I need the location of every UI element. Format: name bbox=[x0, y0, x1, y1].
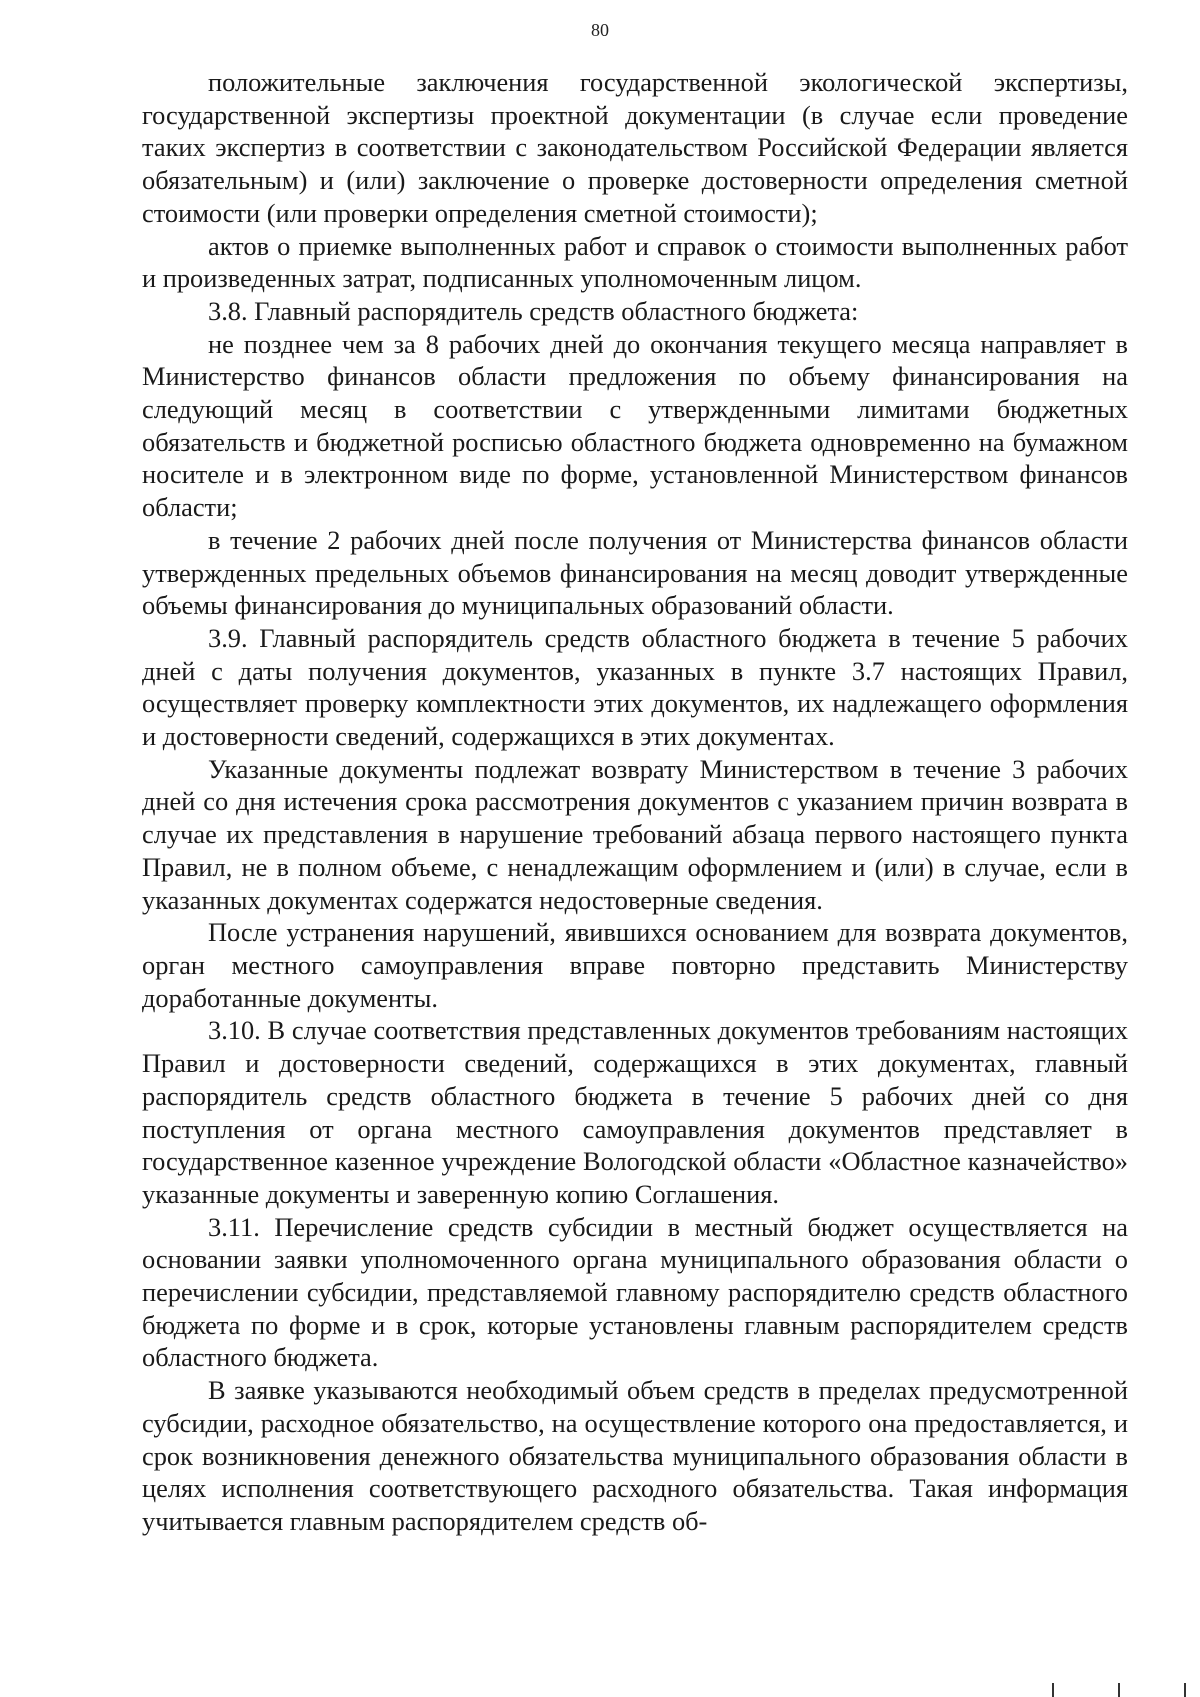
page-number: 80 bbox=[591, 20, 609, 40]
paragraph-expertise-conclusions: положительные заключения государственной экологической экспертизы, государственной экспертизы проектной документации (в случае если проведение таких экспертиз в соответствии с законодательством Российской Федерации является обязательным) и (или) заключение о проверке достоверности определения сметной стоимости (или проверки определения сметной стоимости); bbox=[142, 67, 1128, 228]
scan-edge-mark bbox=[1118, 1683, 1120, 1697]
paragraph-acceptance-acts: актов о приемке выполненных работ и справок о стоимости выполненных работ и произведенных затрат, подписанных уполномоченным лицом. bbox=[142, 230, 1128, 294]
paragraph-resubmission: После устранения нарушений, явившихся основанием для возврата документов, орган местного самоуправления вправе повторно представить Министерству доработанные документы. bbox=[142, 917, 1128, 1013]
paragraph-section-3-10: 3.10. В случае соответствия представленных документов требованиям настоящих Правил и достоверности сведений, содержащихся в этих документах, главный распорядитель средств областного бюджета в течение 5 рабочих дней со дня поступления от органа местного самоуправления документов представляет в государственное казенное учреждение Вологодской области «Областное казначейство» указанные документы и заверенную копию Соглашения. bbox=[142, 1015, 1128, 1209]
paragraph-section-3-9: 3.9. Главный распорядитель средств областного бюджета в течение 5 рабочих дней с даты получения документов, указанных в пункте 3.7 настоящих Правил, осуществляет проверку комплектности этих документов, их надлежащего оформления и достоверности сведений, содержащихся в этих документах. bbox=[142, 622, 1128, 752]
paragraph-document-return: Указанные документы подлежат возврату Министерством в течение 3 рабочих дней со дня истечения срока рассмотрения документов с указанием причин возврата в случае их представления в нарушение требований абзаца первого настоящего пункта Правил, не в полном объеме, с ненадлежащим оформлением и (или) в случае, если в указанных документах содержатся недостоверные сведения. bbox=[142, 753, 1128, 915]
scan-edge-mark bbox=[1052, 1683, 1054, 1697]
paragraph-financing-proposals: не позднее чем за 8 рабочих дней до окончания текущего месяца направляет в Министерство финансов области предложения по объему финансирования на следующий месяц в соответствии с утвержденными лимитами бюджетных обязательств и бюджетной росписью областного бюджета одновременно на бумажном носителе и в электронном виде по форме, установленной Министерством финансов области; bbox=[142, 328, 1128, 523]
document-body bbox=[142, 66, 1128, 1538]
scan-edge-mark bbox=[1184, 1683, 1186, 1697]
paragraph-financing-limits: в течение 2 рабочих дней после получения от Министерства финансов области утвержденных предельных объемов финансирования на месяц доводит утвержденные объемы финансирования до муниципальных образований области. bbox=[142, 524, 1128, 621]
paragraph-section-3-11: 3.11. Перечисление средств субсидии в местный бюджет осуществляется на основании заявки уполномоченного органа муниципального образования области о перечислении субсидии, представляемой главному распорядителю средств областного бюджета по форме и в срок, которые установлены главным распорядителем средств областного бюджета. bbox=[142, 1211, 1128, 1373]
paragraph-application-contents: В заявке указываются необходимый объем средств в пределах предусмотренной субсидии, расходное обязательство, на осуществление которого она предоставляется, и срок возникновения денежного обязательства муниципального образования области в целях исполнения соответствующего расходного обязательства. Такая информация учитывается главным распорядителем средств об- bbox=[142, 1375, 1128, 1536]
paragraph-section-3-8-heading: 3.8. Главный распорядитель средств областного бюджета: bbox=[208, 295, 859, 326]
